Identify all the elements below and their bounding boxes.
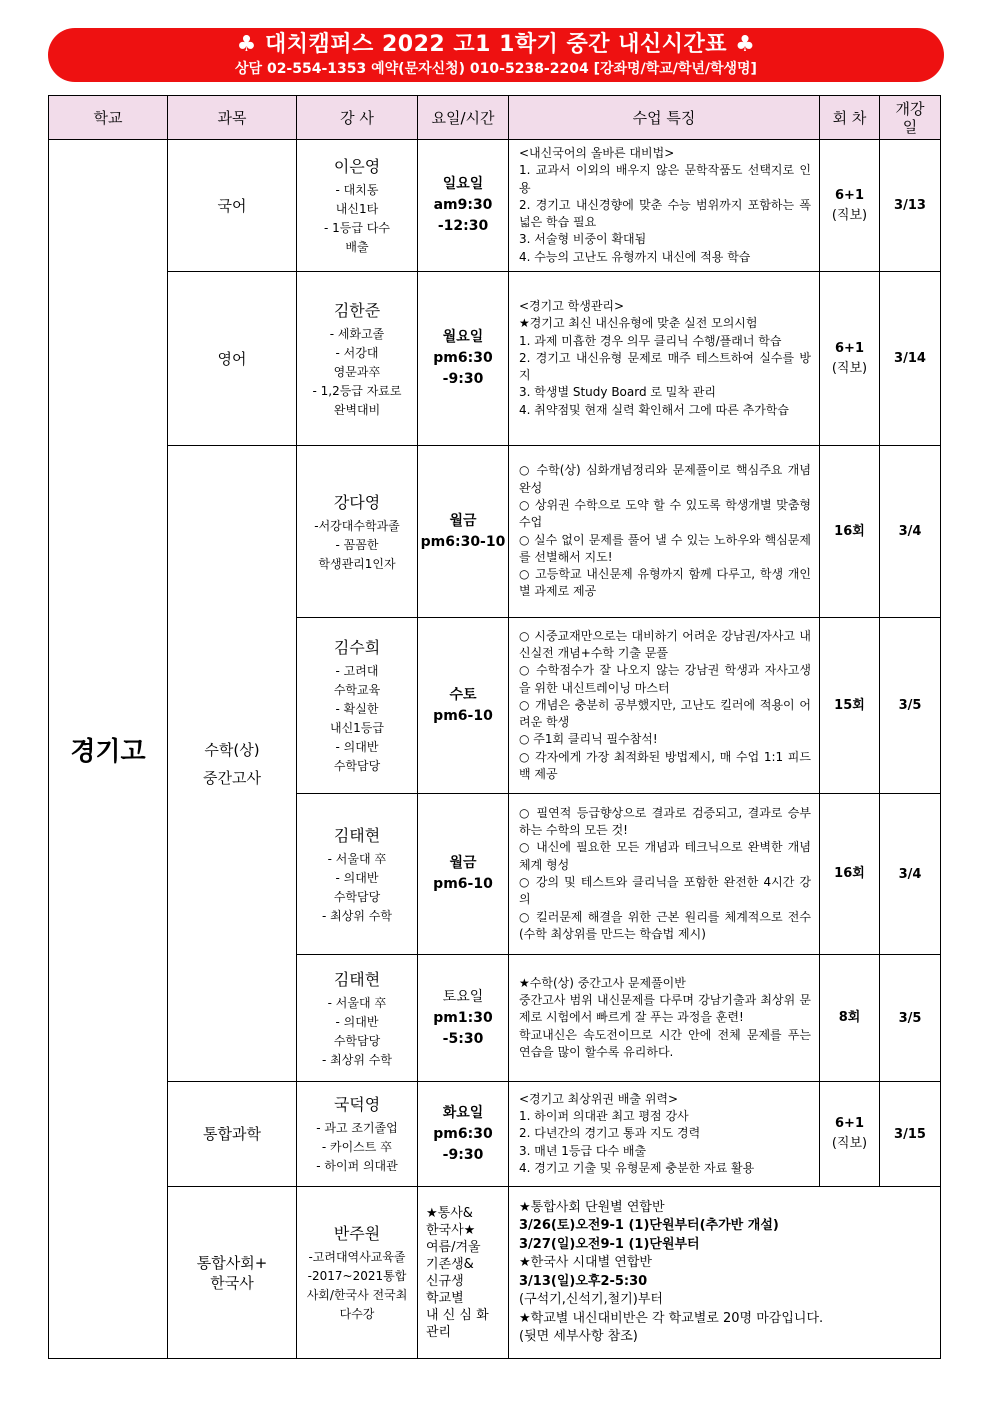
class-features: ★수학(상) 중간고사 문제풀이반 중간고사 범위 내신문제를 다루며 강남기출과 최상위 문제로 시험에서 빠르게 잘 푸는 과정을 훈련! 학교내신은 속도전이므로 시간 안에 전체 문제를 푸는 연습을 많이 할수록 유리하다. xyxy=(509,955,820,1082)
teacher-info: - 서울대 卒 - 의대반 수학담당 - 최상위 수학 xyxy=(322,995,392,1067)
open-date: 3/13 xyxy=(880,140,941,272)
header-features: 수업 특징 xyxy=(509,96,820,140)
subject-science: 통합과학 xyxy=(168,1082,297,1187)
teacher-info: -서강대수학과졸 - 꼼꼼한 학생관리1인자 xyxy=(314,518,400,571)
header-time: 요일/시간 xyxy=(418,96,509,140)
header-subject: 과목 xyxy=(168,96,297,140)
class-features: ★통합사회 단원별 연합반 3/26(토)오전9-1 (1)단원부터(추가반 개설) 3/27(일)오전9-1 (1)단원부터 ★한국사 시대별 연합반 3/13(일)오후2-5:30 (구석기,신석기,철기)부터 ★학교별 내신대비반은 각 학교별로 20명 마감입니다. (뒷면 세부사항 참조) xyxy=(509,1187,941,1359)
class-time: 화요일 pm6:30 -9:30 xyxy=(418,1082,509,1187)
class-features: <내신국어의 올바른 대비법> 1. 교과서 이외의 배우지 않은 문학작품도 선택지로 인용 2. 경기고 내신경향에 맞춘 수능 범위까지 포함하는 폭넓은 학습 필요 3. 서술형 비중이 확대됨 4. 수능의 고난도 유형까지 내신에 적용 학습 xyxy=(509,140,820,272)
timetable xyxy=(48,95,941,1359)
open-date: 3/4 xyxy=(880,446,941,618)
teacher-info: - 과고 조기졸업 - 카이스트 卒 - 하이퍼 의대관 xyxy=(316,1121,398,1173)
open-date: 3/4 xyxy=(880,794,941,955)
title-banner xyxy=(48,28,944,82)
table-row xyxy=(49,272,941,446)
class-time: 월금 pm6:30-10 xyxy=(418,446,509,618)
subject-korean: 국어 xyxy=(168,140,297,272)
teacher-cell xyxy=(297,1082,418,1187)
class-features: <경기고 최상위권 배출 위력> 1. 하이퍼 의대관 최고 평점 강사 2. 다년간의 경기고 통과 지도 경력 3. 매년 1등급 다수 배출 4. 경기고 기출 및 유형문제 충분한 자료 활용 xyxy=(509,1082,820,1187)
class-features: ○ 수학(상) 심화개념정리와 문제풀이로 핵심주요 개념완성 ○ 상위권 수학으로 도약 할 수 있도록 학생개별 맞춤형 수업 ○ 실수 없이 문제를 풀어 낼 수 있는 노하우와 핵심문제를 선별해서 지도! ○ 고등학교 내신문제 유형까지 함께 다루고, 학생 개인별 과제로 제공 xyxy=(509,446,820,618)
teacher-info: - 세화고졸 - 서강대 영문과卒 - 1,2등급 자료로 완벽대비 xyxy=(312,326,402,417)
header-open-date: 개강일 xyxy=(880,96,941,140)
table-row xyxy=(49,446,941,618)
open-date: 3/15 xyxy=(880,1082,941,1187)
open-date: 3/5 xyxy=(880,618,941,794)
teacher-cell xyxy=(297,140,418,272)
session-count: 6+1 (직보) xyxy=(820,1082,880,1187)
class-time: 일요일 am9:30 -12:30 xyxy=(418,140,509,272)
teacher-cell xyxy=(297,794,418,955)
teacher-name: 국덕영 xyxy=(333,1095,381,1114)
teacher-info: - 서울대 卒 - 의대반 수학담당 - 최상위 수학 xyxy=(322,851,392,923)
contact-line: 상담 02-554-1353 예약(문자신청) 010-5238-2204 [강좌명/학교/학년/학생명] xyxy=(235,61,757,77)
teacher-name: 강다영 xyxy=(333,492,381,512)
subject-english: 영어 xyxy=(168,272,297,446)
teacher-name: 김수희 xyxy=(333,638,381,657)
teacher-name: 김태현 xyxy=(333,969,381,989)
session-count: 8회 xyxy=(820,955,880,1082)
table-row xyxy=(49,1187,941,1359)
teacher-cell xyxy=(297,618,418,794)
subject-math: 수학(상) 중간고사 xyxy=(168,446,297,1082)
session-count: 16회 xyxy=(820,794,880,955)
teacher-name: 이은영 xyxy=(333,157,381,176)
school-name: 경기고 xyxy=(49,140,168,1359)
class-time: 월금 pm6-10 xyxy=(418,794,509,955)
header-row xyxy=(49,96,941,140)
class-time: 토요일 pm1:30 -5:30 xyxy=(418,955,509,1082)
teacher-name: 김태현 xyxy=(333,825,381,845)
session-count: 6+1 (직보) xyxy=(820,140,880,272)
header-teacher: 강 사 xyxy=(297,96,418,140)
teacher-cell xyxy=(297,1187,418,1359)
teacher-cell xyxy=(297,955,418,1082)
class-time: 월요일 pm6:30 -9:30 xyxy=(418,272,509,446)
teacher-name: 김한준 xyxy=(333,300,381,320)
class-features: ○ 시중교재만으로는 대비하기 어려운 강남권/자사고 내신실전 개념+수학 기출 문풀 ○ 수학점수가 잘 나오지 않는 강남권 학생과 자사고생을 위한 내신트레이닝 마스터 ○ 개념은 충분히 공부했지만, 고난도 킬러에 적용이 어려운 학생 ○ 주1회 클리닉 필수참석! ○ 각자에게 가장 최적화된 방법제시, 매 수업 1:1 피드백 제공 xyxy=(509,618,820,794)
session-count: 16회 xyxy=(820,446,880,618)
session-count: 6+1 (직보) xyxy=(820,272,880,446)
class-features: <경기고 학생관리> ★경기고 최신 내신유형에 맞춘 실전 모의시험 1. 과제 미흡한 경우 의무 클리닉 수행/플래너 학습 2. 경기고 내신유형 문제로 매주 테스트하여 실수를 방지 3. 학생별 Study Board 로 밀착 관리 4. 취약점및 현재 실력 확인해서 그에 따른 추가학습 xyxy=(509,272,820,446)
teacher-info: - 고려대 수학교육 - 확실한 내신1등급 - 의대반 수학담당 xyxy=(329,664,384,773)
teacher-cell xyxy=(297,446,418,618)
open-date: 3/5 xyxy=(880,955,941,1082)
header-count: 회 차 xyxy=(820,96,880,140)
class-features: ○ 필연적 등급향상으로 결과로 검증되고, 결과로 승부하는 수학의 모든 것! ○ 내신에 필요한 모든 개념과 테크닉으로 완벽한 개념체계 형성 ○ 강의 및 테스트와 클리닉을 포함한 완전한 4시간 강의 ○ 킬러문제 해결을 위한 근본 원리를 체계적으로 전수 (수학 최상위를 만드는 학습법 제시) xyxy=(509,794,820,955)
class-time: 수토 pm6-10 xyxy=(418,618,509,794)
table-row xyxy=(49,1082,941,1187)
teacher-name: 반주원 xyxy=(333,1224,381,1243)
teacher-info: -고려대역사교육졸 -2017~2021통합사회/한국사 전국최다수강 xyxy=(306,1250,408,1321)
teacher-info: - 대치동 내신1타 - 1등급 다수 배출 xyxy=(324,183,390,254)
table-row xyxy=(49,140,941,272)
open-date: 3/14 xyxy=(880,272,941,446)
subject-social: 통합사회+ 한국사 xyxy=(168,1187,297,1359)
session-count: 15회 xyxy=(820,618,880,794)
page-title: ♣ 대치캠퍼스 2022 고1 1학기 중간 내신시간표 ♣ xyxy=(236,32,756,57)
teacher-cell xyxy=(297,272,418,446)
header-school: 학교 xyxy=(49,96,168,140)
class-time: ★통사& 한국사★ 여름/겨울 기존생& 신규생 학교별 내 신 심 화 관리 xyxy=(418,1187,509,1359)
